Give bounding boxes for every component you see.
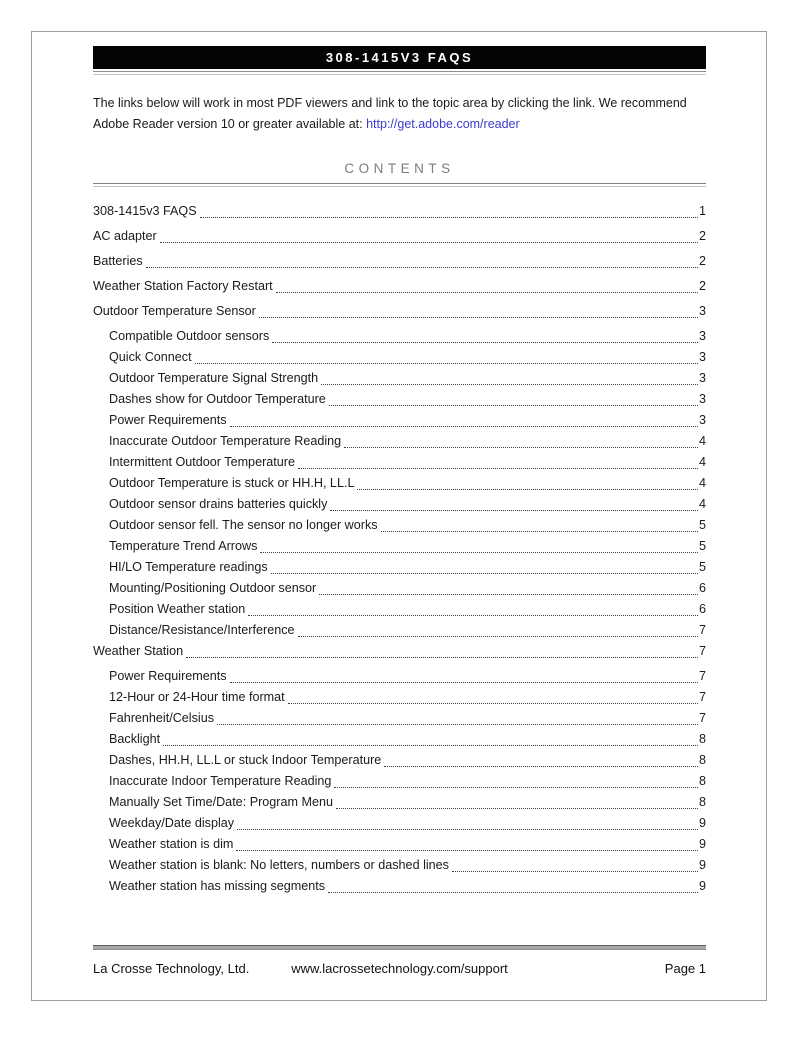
toc-dot-leader	[272, 342, 698, 343]
toc-entry[interactable]	[93, 536, 706, 557]
footer-company: La Crosse Technology, Ltd.	[93, 961, 250, 976]
toc-entry-page: 3	[698, 413, 706, 427]
pdf-page	[31, 31, 767, 1001]
toc-entry-page: 1	[698, 204, 706, 218]
toc-entry-label[interactable]: Outdoor Temperature Sensor	[93, 304, 256, 318]
toc-entry[interactable]	[93, 855, 706, 876]
intro-line-1: The links below will work in most PDF viewers and link to the topic area by clicking the link. We recommend	[93, 96, 687, 110]
toc-entry-label[interactable]: Outdoor sensor fell. The sensor no longer works	[109, 518, 378, 532]
toc-dot-leader	[237, 829, 698, 830]
toc-dot-leader	[200, 217, 698, 218]
toc-dot-leader	[195, 363, 698, 364]
toc-entry-page: 5	[698, 539, 706, 553]
toc-entry-label[interactable]: Quick Connect	[109, 350, 192, 364]
toc-dot-leader	[381, 531, 698, 532]
toc-dot-leader	[259, 317, 698, 318]
toc-entry[interactable]	[93, 473, 706, 494]
toc-entry-page: 2	[698, 279, 706, 293]
toc-entry-page: 8	[698, 774, 706, 788]
toc-dot-leader	[260, 552, 698, 553]
adobe-reader-link[interactable]: http://get.adobe.com/reader	[366, 117, 520, 131]
toc-entry[interactable]	[93, 687, 706, 708]
toc-dot-leader	[452, 871, 698, 872]
toc-entry-page: 9	[698, 858, 706, 872]
toc-entry-page: 6	[698, 581, 706, 595]
toc-entry-label[interactable]: Inaccurate Indoor Temperature Reading	[109, 774, 332, 788]
toc-dot-leader	[384, 766, 698, 767]
toc-dot-leader	[163, 745, 698, 746]
toc-entry-label[interactable]: AC adapter	[93, 229, 157, 243]
toc-entry[interactable]	[93, 771, 706, 792]
toc-entry-label[interactable]: Weather Station	[93, 644, 184, 658]
toc-entry[interactable]	[93, 251, 706, 272]
toc-dot-leader	[146, 267, 698, 268]
toc-entry-label[interactable]: Weekday/Date display	[109, 816, 235, 830]
toc-entry[interactable]	[93, 389, 706, 410]
footer-page-number: Page 1	[664, 961, 706, 976]
table-of-contents	[93, 201, 706, 897]
toc-entry[interactable]	[93, 410, 706, 431]
toc-entry-page: 9	[698, 879, 706, 893]
page-footer	[93, 945, 706, 976]
toc-entry-label[interactable]: Outdoor Temperature is stuck or HH.H, LL.L	[109, 476, 355, 490]
contents-underline	[93, 183, 706, 187]
toc-entry-page: 3	[698, 304, 706, 318]
toc-entry[interactable]	[93, 301, 706, 322]
contents-heading: CONTENTS	[344, 161, 455, 176]
toc-entry-page: 5	[698, 560, 706, 574]
toc-dot-leader	[217, 724, 698, 725]
toc-entry-label[interactable]: Mounting/Positioning Outdoor sensor	[109, 581, 317, 595]
toc-dot-leader	[276, 292, 698, 293]
toc-entry[interactable]	[93, 750, 706, 771]
toc-entry[interactable]	[93, 641, 706, 662]
toc-entry[interactable]	[93, 494, 706, 515]
toc-entry-page: 3	[698, 329, 706, 343]
toc-entry-page: 4	[698, 434, 706, 448]
toc-entry[interactable]	[93, 834, 706, 855]
intro-paragraph	[93, 93, 706, 135]
toc-entry-label[interactable]: Weather station has missing segments	[109, 879, 326, 893]
title-bar-underline	[93, 71, 706, 75]
toc-entry-page: 7	[698, 690, 706, 704]
toc-entry-page: 8	[698, 732, 706, 746]
toc-entry-label[interactable]: Batteries	[93, 254, 143, 268]
toc-entry[interactable]	[93, 326, 706, 347]
toc-entry-label[interactable]: Dashes show for Outdoor Temperature	[109, 392, 326, 406]
toc-dot-leader	[160, 242, 698, 243]
toc-entry[interactable]	[93, 368, 706, 389]
toc-entry-page: 7	[698, 644, 706, 658]
toc-dot-leader	[298, 636, 698, 637]
document-title: 308-1415V3 FAQS	[325, 50, 474, 65]
toc-dot-leader	[236, 850, 698, 851]
toc-entry-label[interactable]: HI/LO Temperature readings	[109, 560, 268, 574]
toc-dot-leader	[319, 594, 698, 595]
toc-entry-page: 7	[698, 669, 706, 683]
toc-dot-leader	[230, 426, 698, 427]
toc-entry-page: 3	[698, 392, 706, 406]
toc-dot-leader	[298, 468, 698, 469]
document-title-bar	[93, 46, 706, 69]
toc-entry-page: 2	[698, 254, 706, 268]
toc-entry-page: 7	[698, 623, 706, 637]
toc-entry-page: 4	[698, 476, 706, 490]
toc-entry-label[interactable]: Distance/Resistance/Interference	[109, 623, 295, 637]
toc-entry-page: 9	[698, 837, 706, 851]
toc-dot-leader	[329, 405, 698, 406]
toc-entry-page: 7	[698, 711, 706, 725]
toc-entry[interactable]	[93, 708, 706, 729]
toc-entry-label[interactable]: Intermittent Outdoor Temperature	[109, 455, 295, 469]
toc-dot-leader	[248, 615, 698, 616]
toc-dot-leader	[334, 787, 698, 788]
toc-entry[interactable]	[93, 813, 706, 834]
footer-row	[93, 961, 706, 976]
toc-entry-page: 3	[698, 371, 706, 385]
toc-entry-label[interactable]: Compatible Outdoor sensors	[109, 329, 270, 343]
footer-divider	[93, 945, 706, 950]
toc-entry[interactable]	[93, 452, 706, 473]
toc-entry-label[interactable]: 308-1415v3 FAQS	[93, 204, 197, 218]
toc-entry-page: 6	[698, 602, 706, 616]
toc-entry-label[interactable]: Backlight	[109, 732, 161, 746]
toc-entry-label[interactable]: Weather station is dim	[109, 837, 234, 851]
toc-dot-leader	[186, 657, 698, 658]
toc-dot-leader	[328, 892, 698, 893]
toc-dot-leader	[336, 808, 698, 809]
toc-entry[interactable]	[93, 226, 706, 247]
toc-entry-label[interactable]: 12-Hour or 24-Hour time format	[109, 690, 285, 704]
toc-entry-page: 5	[698, 518, 706, 532]
toc-entry[interactable]	[93, 729, 706, 750]
toc-dot-leader	[344, 447, 698, 448]
toc-dot-leader	[321, 384, 698, 385]
toc-entry[interactable]	[93, 276, 706, 297]
toc-entry-page: 8	[698, 753, 706, 767]
toc-entry[interactable]	[93, 201, 706, 222]
toc-entry-page: 2	[698, 229, 706, 243]
footer-support-url: www.lacrossetechnology.com/support	[291, 961, 508, 976]
toc-entry-page: 4	[698, 497, 706, 511]
toc-dot-leader	[357, 489, 698, 490]
toc-entry-page: 9	[698, 816, 706, 830]
intro-line-2-text: Adobe Reader version 10 or greater available at:	[93, 117, 367, 131]
intro-line-2	[93, 114, 706, 135]
toc-entry[interactable]	[93, 578, 706, 599]
toc-entry-label[interactable]: Outdoor sensor drains batteries quickly	[109, 497, 328, 511]
toc-dot-leader	[330, 510, 698, 511]
toc-entry-label[interactable]: Outdoor Temperature Signal Strength	[109, 371, 319, 385]
toc-entry[interactable]	[93, 792, 706, 813]
toc-entry[interactable]	[93, 557, 706, 578]
toc-entry-label[interactable]: Power Requirements	[109, 413, 227, 427]
toc-entry-label[interactable]: Manually Set Time/Date: Program Menu	[109, 795, 333, 809]
toc-dot-leader	[271, 573, 698, 574]
toc-entry-label[interactable]: Fahrenheit/Celsius	[109, 711, 214, 725]
toc-entry-page: 8	[698, 795, 706, 809]
toc-entry-page: 4	[698, 455, 706, 469]
toc-entry[interactable]	[93, 515, 706, 536]
toc-entry-label[interactable]: Weather Station Factory Restart	[93, 279, 273, 293]
toc-entry[interactable]	[93, 347, 706, 368]
toc-dot-leader	[288, 703, 698, 704]
toc-entry-page: 3	[698, 350, 706, 364]
toc-entry-label[interactable]: Power Requirements	[109, 669, 227, 683]
toc-entry-label[interactable]: Position Weather station	[109, 602, 246, 616]
toc-entry-label[interactable]: Weather station is blank: No letters, numbers or dashed lines	[109, 858, 449, 872]
toc-entry[interactable]	[93, 431, 706, 452]
toc-entry-label[interactable]: Dashes, HH.H, LL.L or stuck Indoor Temperature	[109, 753, 382, 767]
toc-entry[interactable]	[93, 876, 706, 897]
toc-entry-label[interactable]: Inaccurate Outdoor Temperature Reading	[109, 434, 342, 448]
toc-entry[interactable]	[93, 620, 706, 641]
toc-entry[interactable]	[93, 666, 706, 687]
toc-entry-label[interactable]: Temperature Trend Arrows	[109, 539, 258, 553]
toc-entry[interactable]	[93, 599, 706, 620]
toc-dot-leader	[230, 682, 698, 683]
